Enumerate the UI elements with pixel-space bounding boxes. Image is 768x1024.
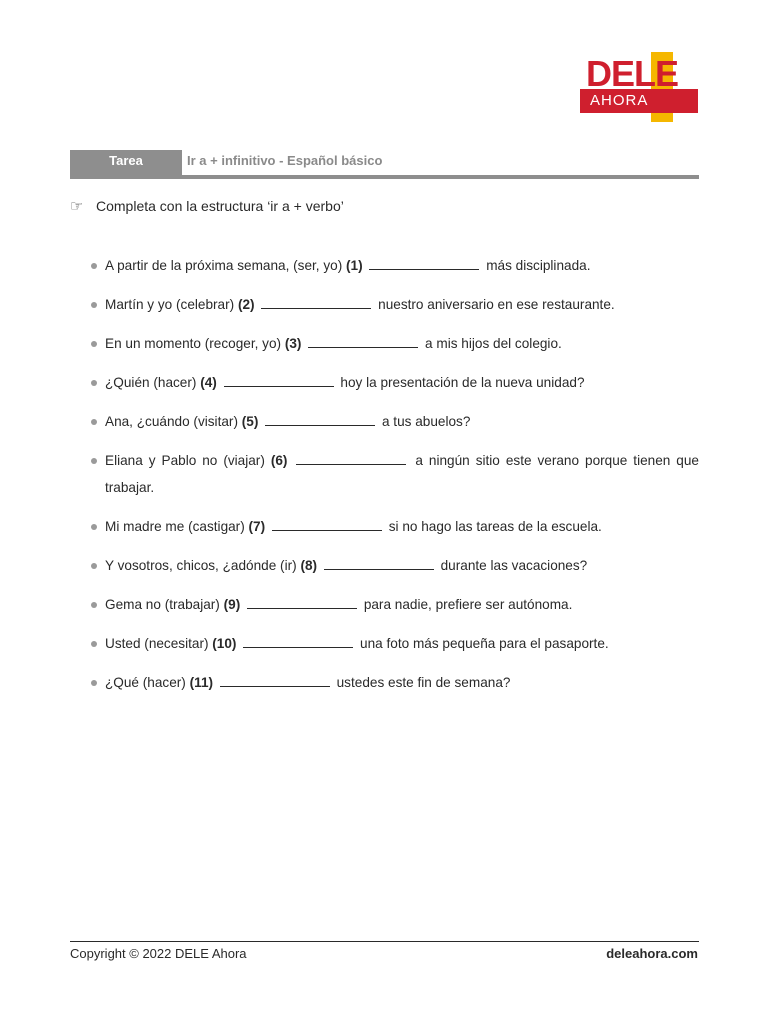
exercise-item bbox=[70, 669, 699, 696]
exercise-item bbox=[70, 369, 699, 396]
item-prompt: En un momento (recoger, yo) bbox=[105, 336, 282, 351]
item-number: (3) bbox=[284, 336, 302, 351]
item-number: (4) bbox=[200, 375, 217, 390]
exercise-item bbox=[70, 630, 699, 657]
item-continuation: hoy la presentación de la nueva unidad? bbox=[340, 375, 585, 390]
instruction bbox=[70, 197, 344, 215]
exercise-item bbox=[70, 513, 699, 540]
item-prompt: ¿Qué (hacer) bbox=[105, 675, 186, 690]
item-prompt: Eliana y Pablo no (viajar) bbox=[105, 453, 265, 468]
dele-ahora-logo bbox=[580, 52, 700, 122]
item-continuation: a tus abuelos? bbox=[381, 414, 471, 429]
item-number: (8) bbox=[300, 558, 318, 573]
item-continuation: durante las vacaciones? bbox=[440, 558, 588, 573]
answer-blank[interactable] bbox=[247, 594, 357, 609]
item-prompt: A partir de la próxima semana, (ser, yo) bbox=[105, 258, 343, 273]
item-number: (6) bbox=[270, 453, 288, 468]
footer-rule bbox=[70, 941, 699, 942]
answer-blank[interactable] bbox=[324, 555, 434, 570]
item-continuation: una foto más pequeña para el pasaporte. bbox=[360, 636, 609, 651]
exercise-item bbox=[70, 291, 699, 318]
site-link[interactable]: deleahora.com bbox=[606, 946, 698, 961]
item-continuation: nuestro aniversario en ese restaurante. bbox=[378, 297, 615, 312]
item-number: (9) bbox=[223, 597, 241, 612]
answer-blank[interactable] bbox=[220, 672, 330, 687]
header-rule bbox=[70, 175, 699, 179]
answer-blank[interactable] bbox=[296, 450, 406, 465]
item-number: (1) bbox=[346, 258, 363, 273]
instruction-text: Completa con la estructura ‘ir a + verbo’ bbox=[96, 198, 344, 214]
item-continuation: para nadie, prefiere ser autónoma. bbox=[363, 597, 573, 612]
answer-blank[interactable] bbox=[369, 255, 479, 270]
item-number: (10) bbox=[212, 636, 237, 651]
item-number: (5) bbox=[241, 414, 259, 429]
item-prompt: Ana, ¿cuándo (visitar) bbox=[105, 414, 238, 429]
answer-blank[interactable] bbox=[261, 294, 371, 309]
exercise-item bbox=[70, 252, 699, 279]
task-header bbox=[70, 150, 699, 179]
exercise-item bbox=[70, 330, 699, 357]
task-title: Ir a + infinitivo - Español básico bbox=[187, 153, 383, 168]
pointing-hand-icon: ☞ bbox=[70, 198, 84, 215]
item-number: (11) bbox=[189, 675, 214, 690]
item-prompt: Martín y yo (celebrar) bbox=[105, 297, 235, 312]
answer-blank[interactable] bbox=[265, 411, 375, 426]
answer-blank[interactable] bbox=[272, 516, 382, 531]
item-prompt: ¿Quién (hacer) bbox=[105, 375, 197, 390]
item-number: (7) bbox=[248, 519, 266, 534]
exercise-item bbox=[70, 447, 699, 501]
item-continuation: si no hago las tareas de la escuela. bbox=[388, 519, 602, 534]
item-number: (2) bbox=[237, 297, 255, 312]
logo-sub: AHORA bbox=[590, 92, 649, 109]
answer-blank[interactable] bbox=[308, 333, 418, 348]
exercise-item bbox=[70, 591, 699, 618]
item-continuation: a ningún sitio este verano porque tienen que trabajar. bbox=[105, 453, 699, 495]
item-prompt: Y vosotros, chicos, ¿adónde (ir) bbox=[105, 558, 297, 573]
answer-blank[interactable] bbox=[243, 633, 353, 648]
item-continuation: ustedes este fin de semana? bbox=[336, 675, 511, 690]
exercise-item bbox=[70, 552, 699, 579]
exercise-list bbox=[70, 252, 699, 708]
item-continuation: más disciplinada. bbox=[486, 258, 591, 273]
item-prompt: Mi madre me (castigar) bbox=[105, 519, 245, 534]
logo-word: DELE bbox=[586, 53, 679, 94]
answer-blank[interactable] bbox=[224, 372, 334, 387]
exercise-item bbox=[70, 408, 699, 435]
task-tab: Tarea bbox=[70, 150, 182, 179]
item-prompt: Gema no (trabajar) bbox=[105, 597, 220, 612]
item-prompt: Usted (necesitar) bbox=[105, 636, 209, 651]
copyright: Copyright © 2022 DELE Ahora bbox=[70, 946, 247, 961]
item-continuation: a mis hijos del colegio. bbox=[425, 336, 562, 351]
